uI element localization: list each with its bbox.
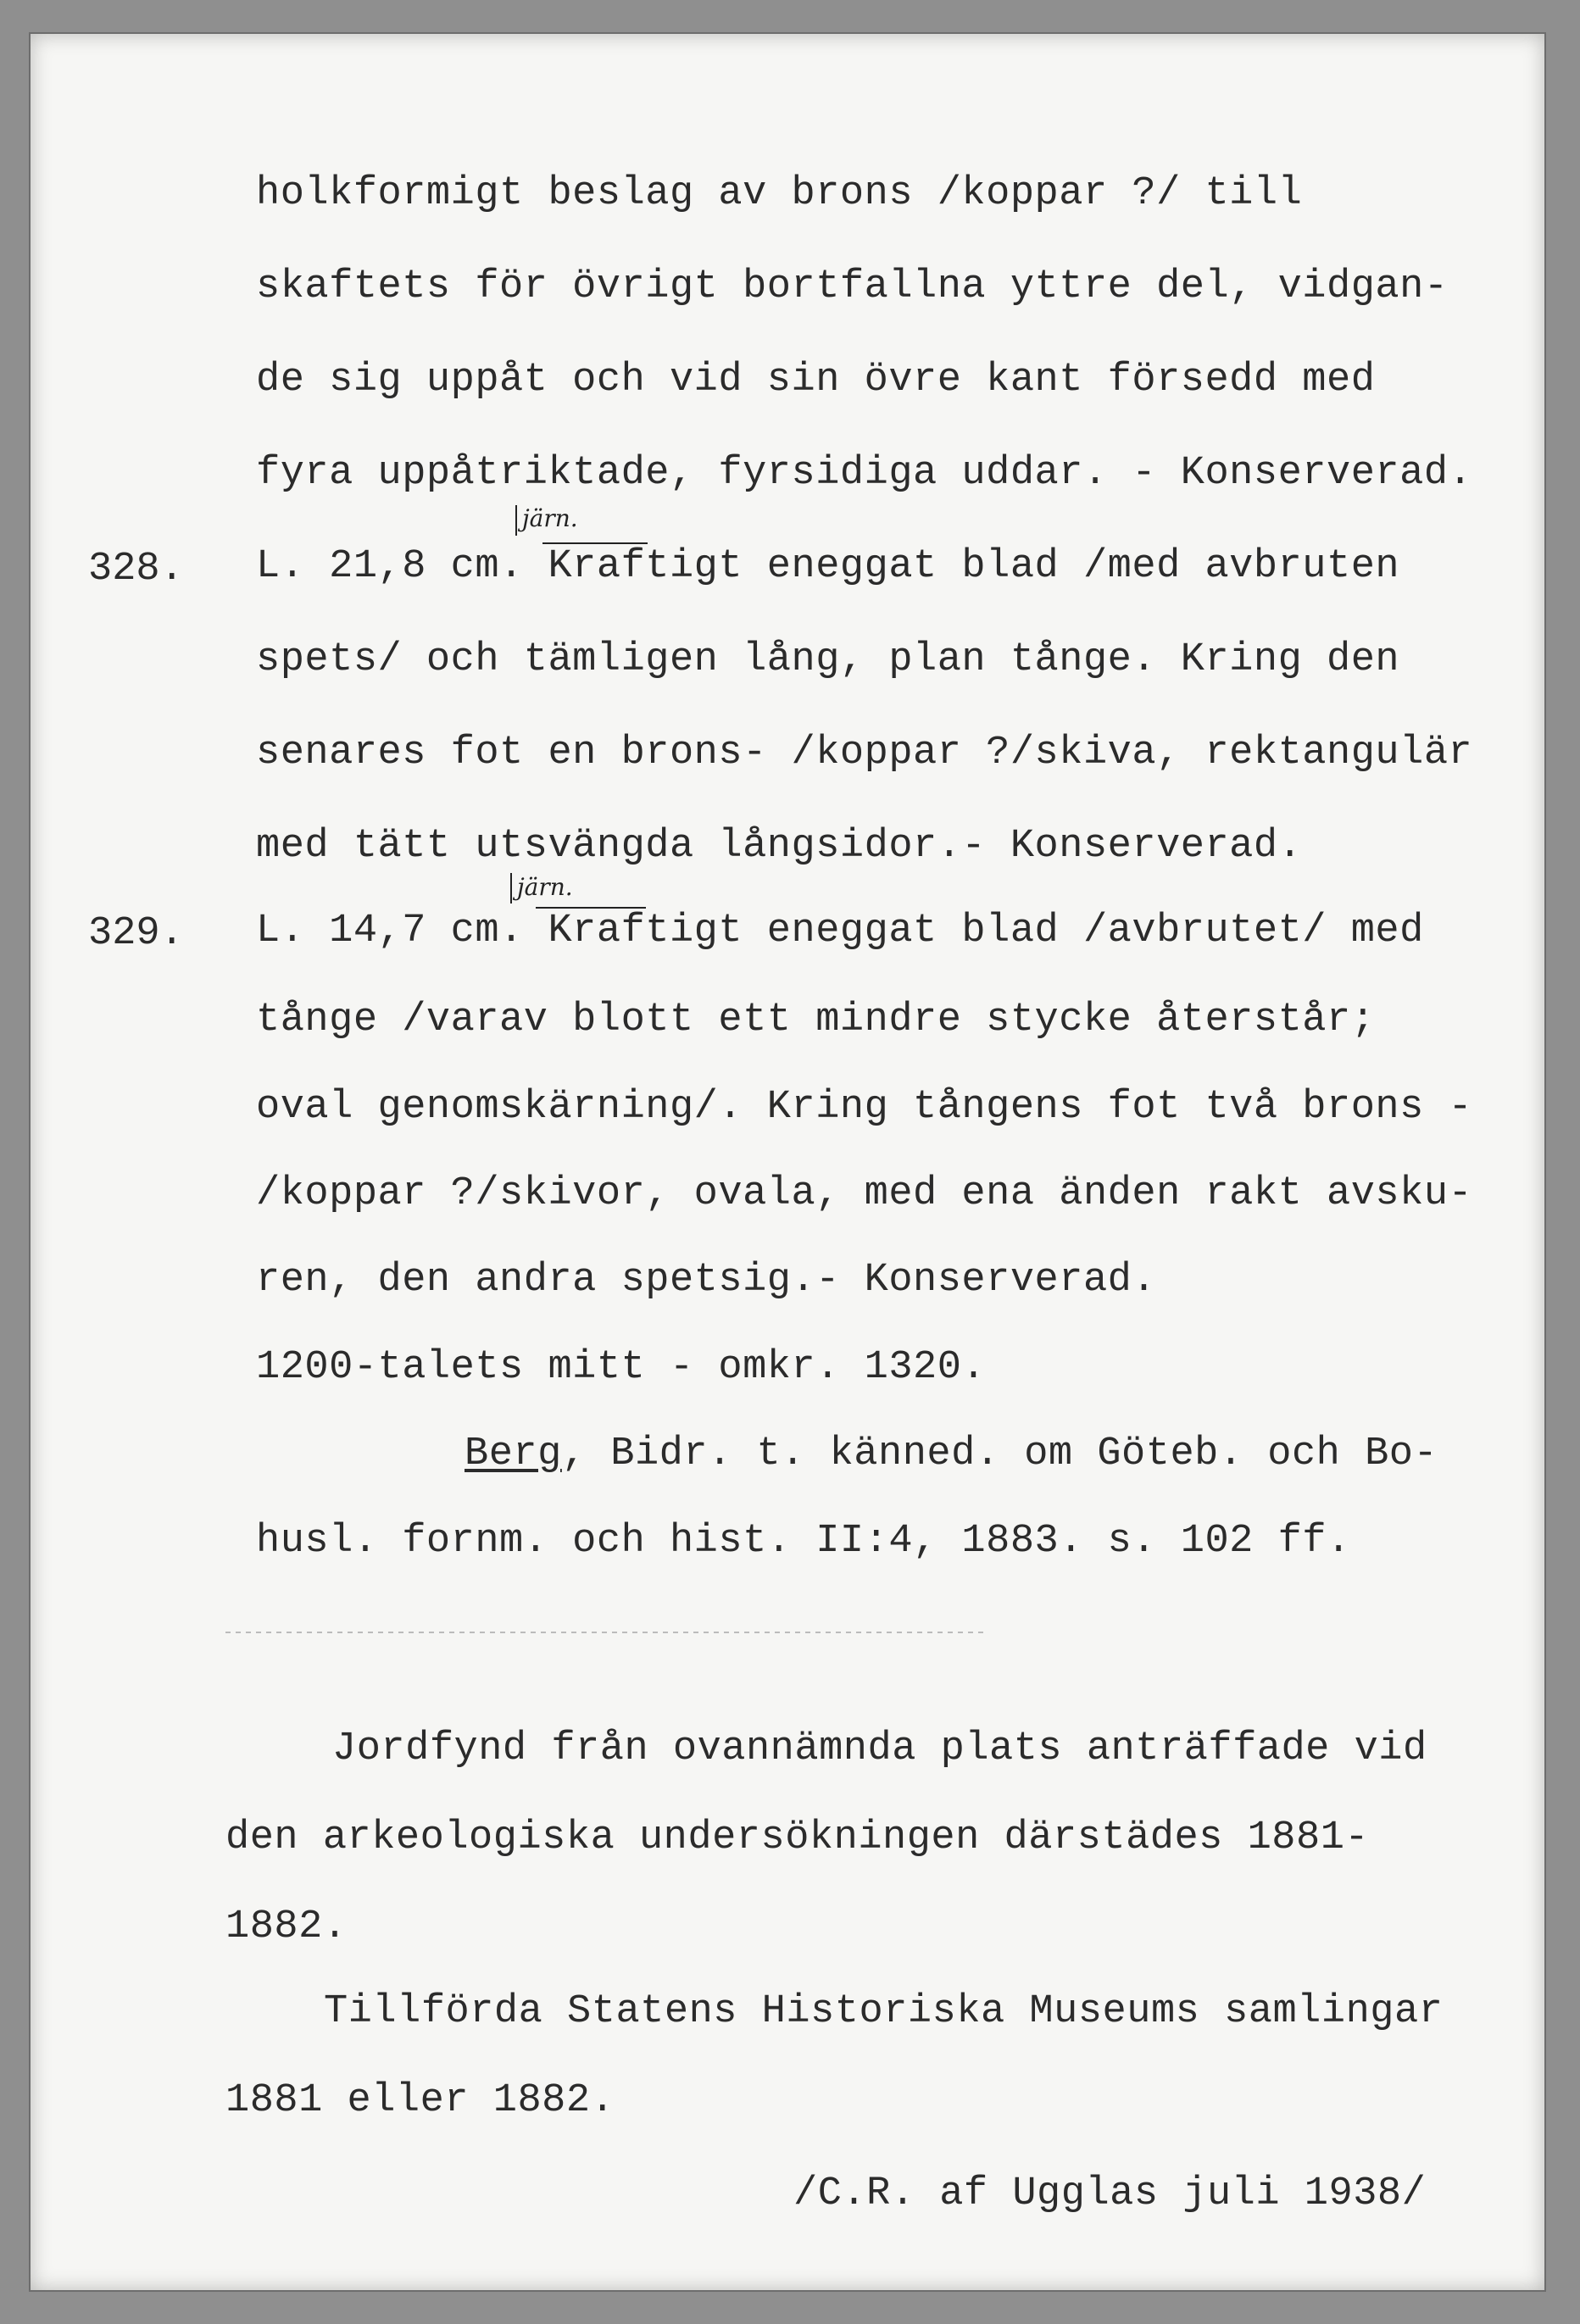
reference-title: , Bidr. t. känned. om Göteb. och Bo- <box>561 1432 1438 1476</box>
reference-line: husl. fornm. och hist. II:4, 1883. s. 102 ff. <box>256 1519 1351 1564</box>
entry-line: spets/ och tämligen lång, plan tånge. Kring den <box>256 637 1400 682</box>
closing-line: Jordfynd från ovannämnda plats anträffade vid <box>332 1726 1427 1771</box>
entry-number: 329. <box>88 911 184 956</box>
text-line: fyra uppåtriktade, fyrsidiga uddar. - Konserverad. <box>256 451 1473 496</box>
entry-line: oval genomskärning/. Kring tångens fot två brons - <box>256 1085 1473 1130</box>
entry-line: senares fot en brons- /koppar ?/skiva, rektangulär <box>256 731 1473 776</box>
entry-line: L. 14,7 cm. Kraftigt eneggat blad /avbrutet/ med <box>256 909 1424 954</box>
dating-line: 1200-talets mitt - omkr. 1320. <box>256 1345 987 1390</box>
entry-line: /koppar ?/skivor, ovala, med ena änden rakt avsku- <box>256 1171 1473 1216</box>
closing-line: den arkeologiska undersökningen därstädes 1881- <box>225 1815 1370 1860</box>
annotation-mark <box>515 505 517 536</box>
entry-line: L. 21,8 cm. Kraftigt eneggat blad /med avbruten <box>256 544 1400 589</box>
handwritten-annotation: järn. <box>517 873 573 901</box>
reference-author: Berg <box>465 1432 562 1476</box>
text-line: holkformigt beslag av brons /koppar ?/ till <box>256 171 1303 216</box>
separator-line <box>225 1632 988 1633</box>
closing-line: 1882. <box>225 1904 348 1949</box>
entry-line: med tätt utsvängda långsidor.- Konserverad. <box>256 824 1303 869</box>
annotation-mark <box>510 873 512 903</box>
handwritten-annotation: järn. <box>522 504 578 532</box>
closing-line: Tillförda Statens Historiska Museums samlingar <box>324 1989 1444 2034</box>
closing-line: 1881 eller 1882. <box>225 2078 615 2123</box>
text-line: de sig uppåt och vid sin övre kant försedd med <box>256 358 1376 403</box>
index-card <box>31 34 1544 2290</box>
entry-number: 328. <box>88 547 184 592</box>
signature: /C.R. af Ugglas juli 1938/ <box>793 2171 1427 2216</box>
entry-line: tånge /varav blott ett mindre stycke återstår; <box>256 998 1376 1042</box>
entry-line: ren, den andra spetsig.- Konserverad. <box>256 1258 1157 1303</box>
text-line: skaftets för övrigt bortfallna yttre del, vidgan- <box>256 264 1449 309</box>
reference-line <box>465 1434 1438 1474</box>
